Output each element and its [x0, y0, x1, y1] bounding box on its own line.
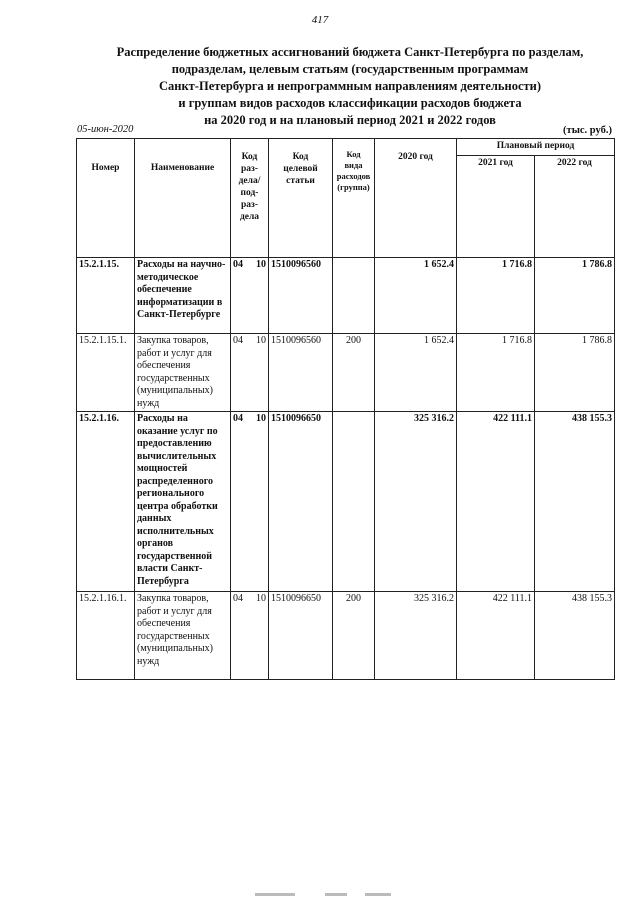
row-section-code: 04 10	[231, 258, 269, 334]
header-expense-code: Код вида расходов (группа)	[333, 139, 375, 258]
header-number: Номер	[77, 139, 135, 258]
units-label: (тыс. руб.)	[563, 125, 612, 136]
table-row	[77, 258, 615, 334]
row-target-code: 1510096560	[269, 258, 333, 334]
row-amount-2022: 1 786.8	[535, 334, 615, 412]
table-row	[77, 592, 615, 680]
title-line: на 2020 год и на плановый период 2021 и 2022 годов	[204, 113, 496, 127]
row-expense-code	[333, 258, 375, 334]
row-amount-2020: 1 652.4	[375, 334, 457, 412]
row-expense-code	[333, 412, 375, 592]
budget-table	[76, 138, 615, 680]
row-expense-code: 200	[333, 334, 375, 412]
row-target-code: 1510096650	[269, 412, 333, 592]
table-row	[77, 412, 615, 592]
title-line: подразделам, целевым статьям (государственным программам	[171, 62, 529, 76]
row-number: 15.2.1.15.	[77, 258, 135, 334]
row-amount-2021: 422 111.1	[457, 412, 535, 592]
row-number: 15.2.1.15.1.	[77, 334, 135, 412]
row-name: Закупка товаров, работ и услуг для обеспечения государственных (муниципальных) нужд	[135, 334, 231, 412]
row-amount-2021: 422 111.1	[457, 592, 535, 680]
row-amount-2020: 1 652.4	[375, 258, 457, 334]
header-target-code: Код целевой статьи	[269, 139, 333, 258]
page-number: 417	[311, 14, 329, 26]
row-section-code: 04 10	[231, 334, 269, 412]
row-amount-2022: 438 155.3	[535, 592, 615, 680]
row-amount-2022: 438 155.3	[535, 412, 615, 592]
row-target-code: 1510096560	[269, 334, 333, 412]
row-amount-2020: 325 316.2	[375, 412, 457, 592]
row-amount-2022: 1 786.8	[535, 258, 615, 334]
row-amount-2021: 1 716.8	[457, 258, 535, 334]
row-name: Расходы на научно-методическое обеспечение информатизации в Санкт-Петербурге	[135, 258, 231, 334]
row-expense-code: 200	[333, 592, 375, 680]
header-name: Наименование	[135, 139, 231, 258]
header-planning-period: Плановый период	[457, 139, 615, 156]
header-year-2022: 2022 год	[535, 156, 615, 258]
header-section-code: Код раз- дела/ под- раз- дела	[231, 139, 269, 258]
row-section-code: 04 10	[231, 592, 269, 680]
row-number: 15.2.1.16.	[77, 412, 135, 592]
row-amount-2021: 1 716.8	[457, 334, 535, 412]
row-amount-2020: 325 316.2	[375, 592, 457, 680]
row-name: Расходы на оказание услуг по предоставлению вычислительных мощностей распределенного регионального центра обработки данных исполнительных органов государственной власти Санкт-Петербурга	[135, 412, 231, 592]
document-title	[80, 44, 620, 129]
scan-artifact-marks	[255, 893, 455, 899]
title-line: и группам видов расходов классификации расходов бюджета	[178, 96, 522, 110]
header-year-2020: 2020 год	[375, 139, 457, 258]
title-line: Санкт-Петербурга и непрограммным направлениям деятельности)	[158, 79, 541, 93]
title-line: Распределение бюджетных ассигнований бюджета Санкт-Петербурга по разделам,	[116, 45, 584, 59]
row-section-code: 04 10	[231, 412, 269, 592]
table-row	[77, 334, 615, 412]
row-target-code: 1510096650	[269, 592, 333, 680]
document-date: 05-июн-2020	[77, 124, 134, 135]
row-name: Закупка товаров, работ и услуг для обеспечения государственных (муниципальных) нужд	[135, 592, 231, 680]
header-year-2021: 2021 год	[457, 156, 535, 258]
row-number: 15.2.1.16.1.	[77, 592, 135, 680]
